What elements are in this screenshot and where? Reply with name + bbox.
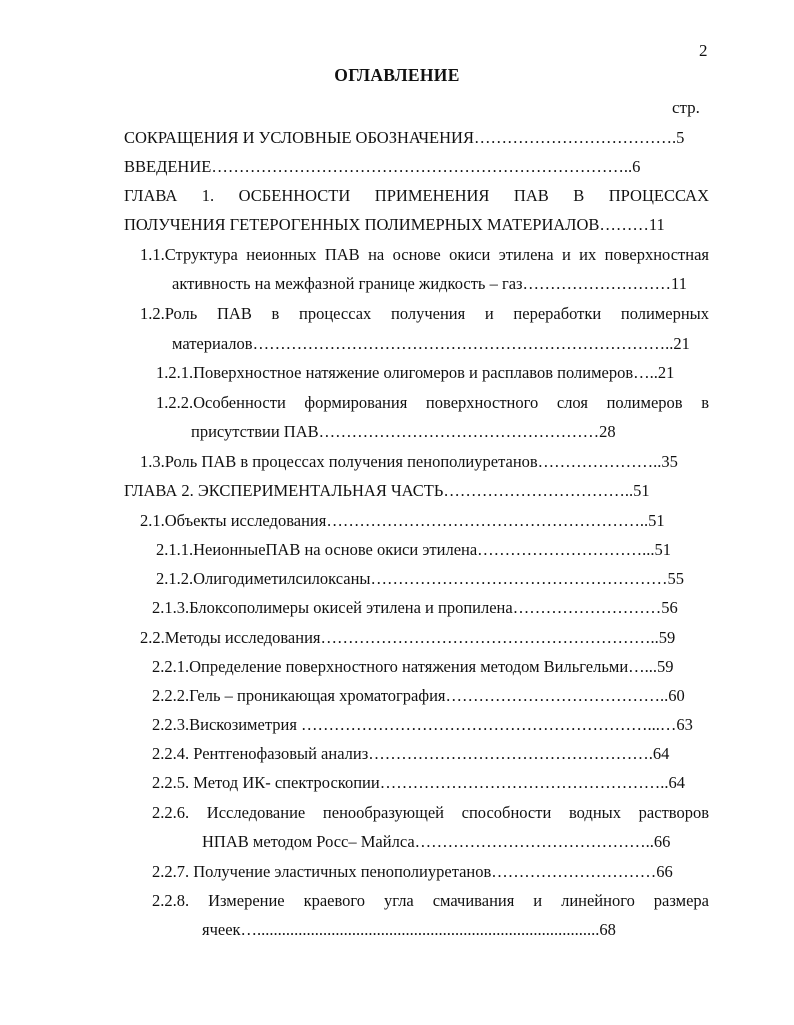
toc-entry: ячеек…...................................................................................68 <box>202 920 616 939</box>
toc-entry: СОКРАЩЕНИЯ И УСЛОВНЫЕ ОБОЗНАЧЕНИЯ……………………………….5 <box>124 128 685 147</box>
page-number: 2 <box>699 41 708 60</box>
toc-entry: присутствии ПАВ……………………………………………28 <box>191 422 616 441</box>
toc-entry: 2.2.1.Определение поверхностного натяжения методом Вильгельми…...59 <box>152 657 674 676</box>
toc-entry: 2.2.5. Метод ИК- спектроскопии……………………………………………..64 <box>152 773 685 792</box>
toc-entry: ГЛАВА 1. ОСБЕННОСТИ ПРИМЕНЕНИЯ ПАВ В ПРОЦЕССАХ <box>124 186 709 205</box>
page-column-label: стр. <box>672 98 700 117</box>
toc-entry: 1.2.1.Поверхностное натяжение олигомеров и расплавов полимеров…..21 <box>156 363 675 382</box>
toc-entry: 2.1.1.НеионныеПАВ на основе окиси этилена…………………………...51 <box>156 540 672 559</box>
toc-entry: 2.2.2.Гель – проникающая хроматография…………………………………..60 <box>152 686 685 705</box>
toc-entry: 2.1.3.Блоксополимеры окисей этилена и пропилена………………………56 <box>152 598 678 617</box>
toc-entry: ПОЛУЧЕНИЯ ГЕТЕРОГЕННЫХ ПОЛИМЕРНЫХ МАТЕРИАЛОВ………11 <box>124 215 665 234</box>
toc-entry: ГЛАВА 2. ЭКСПЕРИМЕНТАЛЬНАЯ ЧАСТЬ……………………………..51 <box>124 481 650 500</box>
toc-entry: НПАВ методом Росс– Майлса……………………………………..66 <box>202 832 671 851</box>
toc-entry: материалов…………………………………………………………………..21 <box>172 334 690 353</box>
toc-entry: ВВЕДЕНИЕ…………………………………………………………………..6 <box>124 157 641 176</box>
toc-entry: 2.2.8. Измерение краевого угла смачивания и линейного размера <box>152 891 709 910</box>
page-title: ОГЛАВЛЕНИЕ <box>334 65 460 85</box>
toc-entry: 1.1.Структура неионных ПАВ на основе окиси этилена и их поверхностная <box>140 245 709 264</box>
toc-entry: активность на межфазной границе жидкость – газ………………………11 <box>172 274 687 293</box>
toc-entry: 2.2.Методы исследования……………………………………………………..59 <box>140 628 676 647</box>
toc-entry: 2.2.7. Получение эластичных пенополиуретанов…………………………66 <box>152 862 673 881</box>
toc-entry: 1.2.2.Особенности формирования поверхностного слоя полимеров в <box>156 393 709 412</box>
toc-entry: 2.2.3.Вискозиметрия ………………………………………………………...…63 <box>152 715 693 734</box>
toc-entry: 1.2.Роль ПАВ в процессах получения и переработки полимерных <box>140 304 709 323</box>
toc-entry: 2.2.6. Исследование пенообразующей способности водных растворов <box>152 803 709 822</box>
toc-entry: 2.2.4. Рентгенофазовый анализ…………………………………………….64 <box>152 744 670 763</box>
toc-entry: 2.1.Объекты исследования…………………………………………………..51 <box>140 511 665 530</box>
toc-entry: 1.3.Роль ПАВ в процессах получения пенополиуретанов…………………..35 <box>140 452 678 471</box>
toc-entry: 2.1.2.Олигодиметилсилоксаны………………………………………………55 <box>156 569 685 588</box>
